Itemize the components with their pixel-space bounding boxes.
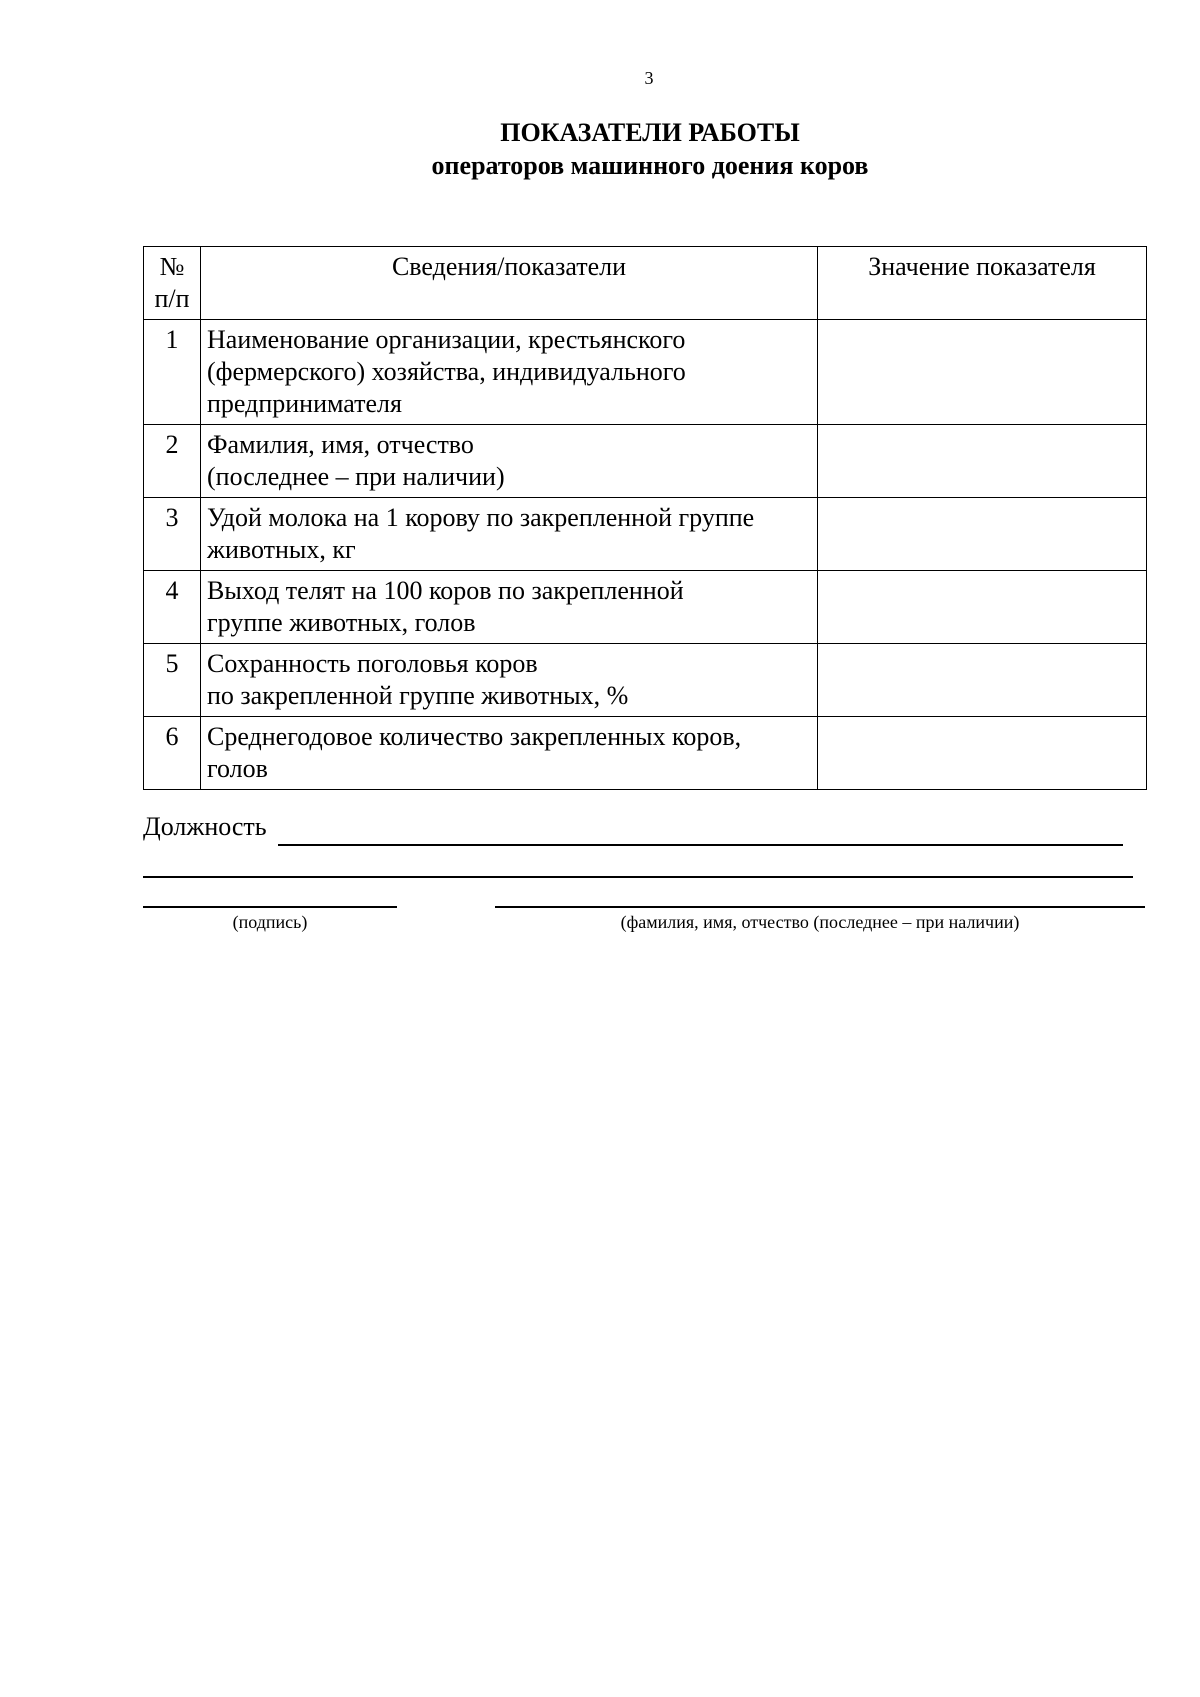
row-value-cell[interactable] <box>818 717 1147 790</box>
signature-caption: (подпись) <box>232 912 308 932</box>
table-body <box>144 320 1147 790</box>
row-indicator-line: Сохранность поголовья коров <box>207 649 538 678</box>
table-row <box>144 320 1147 425</box>
position-label: Должность <box>143 812 267 841</box>
row-value-cell[interactable] <box>818 644 1147 717</box>
table-header-row <box>144 247 1147 320</box>
row-indicator-line: Наименование организации, крестьянского <box>207 325 686 354</box>
row-indicator <box>201 425 818 498</box>
full-name-caption: (фамилия, имя, отчество (последнее – при наличии) <box>620 912 1020 932</box>
row-indicator <box>201 571 818 644</box>
row-indicator-line: голов <box>207 754 268 783</box>
row-number: 3 <box>144 498 201 571</box>
row-number: 2 <box>144 425 201 498</box>
row-number: 6 <box>144 717 201 790</box>
table-row <box>144 498 1147 571</box>
row-value-cell[interactable] <box>818 498 1147 571</box>
row-indicator-line: группе животных, голов <box>207 608 476 637</box>
table-row <box>144 425 1147 498</box>
row-indicator-line: (фермерского) хозяйства, индивидуального <box>207 357 686 386</box>
position-row <box>143 812 1143 848</box>
row-indicator <box>201 644 818 717</box>
full-name-field[interactable] <box>495 906 1145 908</box>
row-indicator <box>201 498 818 571</box>
row-indicator-line: по закрепленной группе животных, % <box>207 681 629 710</box>
table-row <box>144 571 1147 644</box>
title-line-1: ПОКАЗАТЕЛИ РАБОТЫ <box>500 118 800 147</box>
row-value-cell[interactable] <box>818 571 1147 644</box>
document-title <box>0 116 1200 182</box>
signature-field[interactable] <box>143 906 397 908</box>
row-number: 1 <box>144 320 201 425</box>
row-indicator <box>201 717 818 790</box>
row-value-cell[interactable] <box>818 320 1147 425</box>
table-row <box>144 717 1147 790</box>
header-number <box>144 247 201 320</box>
row-value-cell[interactable] <box>818 425 1147 498</box>
title-line-2: операторов машинного доения коров <box>431 151 869 180</box>
row-indicator-line: Удой молока на 1 корову по закрепленной группе <box>207 503 755 532</box>
indicators-table <box>143 246 1147 790</box>
row-indicator-line: предпринимателя <box>207 389 402 418</box>
row-indicator <box>201 320 818 425</box>
page-number: 3 <box>644 68 654 88</box>
row-indicator-line: Выход телят на 100 коров по закрепленной <box>207 576 684 605</box>
position-continuation-field[interactable] <box>143 876 1133 878</box>
table-row <box>144 644 1147 717</box>
row-indicator-line: Среднегодовое количество закрепленных коров, <box>207 722 742 751</box>
row-indicator-line: (последнее – при наличии) <box>207 462 505 491</box>
row-number: 4 <box>144 571 201 644</box>
position-field[interactable] <box>278 844 1123 846</box>
row-indicator-line: Фамилия, имя, отчество <box>207 430 474 459</box>
row-indicator-line: животных, кг <box>207 535 356 564</box>
header-value: Значение показателя <box>818 247 1147 320</box>
header-number-line-2: п/п <box>154 284 190 313</box>
header-info: Сведения/показатели <box>201 247 818 320</box>
row-number: 5 <box>144 644 201 717</box>
header-number-line-1: № <box>159 252 185 281</box>
